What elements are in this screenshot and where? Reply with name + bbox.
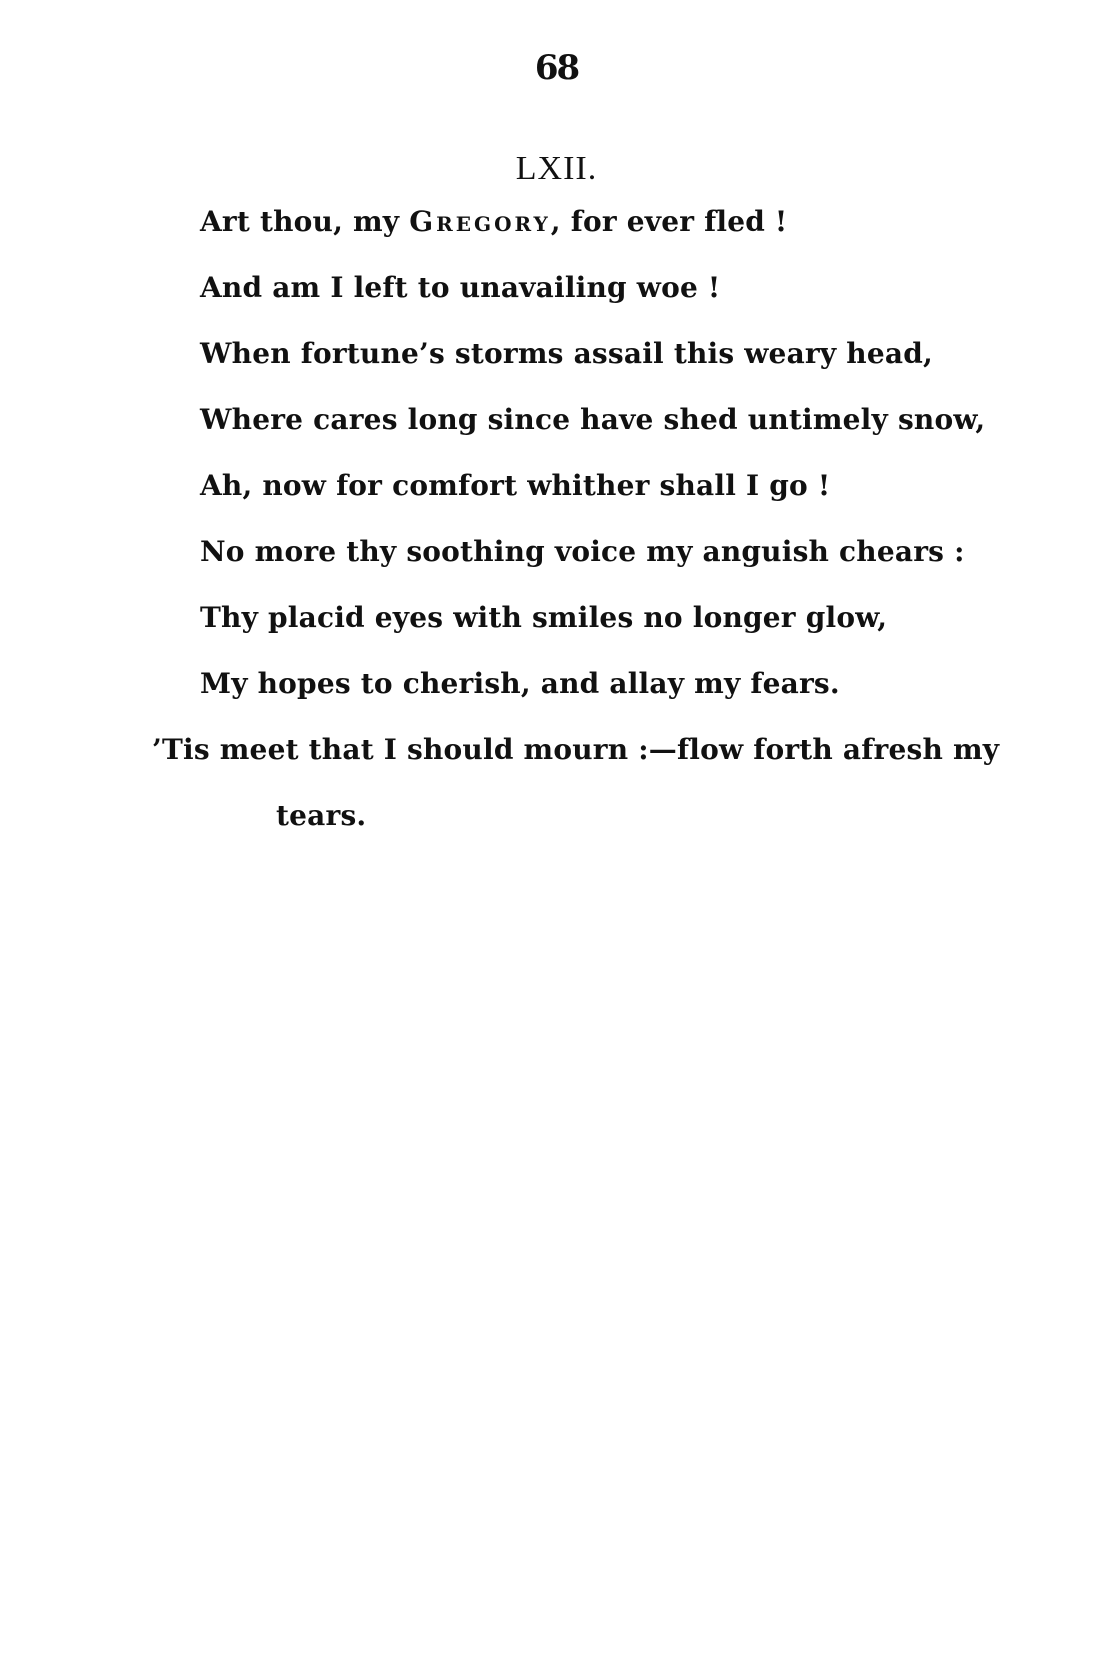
poem-line-8: My hopes to cherish, and allay my fears. bbox=[200, 667, 840, 700]
page-number: 68 bbox=[534, 48, 579, 88]
poem-line-1 bbox=[200, 202, 787, 242]
poem-line-9: ’Tis meet that I should mourn :—flow forth afresh my bbox=[152, 733, 1000, 766]
poem-line-1-end: , for ever fled ! bbox=[550, 205, 788, 238]
poem-line-4: Where cares long since have shed untimely snow, bbox=[200, 403, 986, 436]
poem-line-9-continuation: tears. bbox=[276, 799, 367, 832]
poem-line-3: When fortune’s storms assail this weary head, bbox=[200, 337, 933, 370]
poem-line-1-start: Art thou, my bbox=[200, 205, 410, 238]
poem-line-6: No more thy soothing voice my anguish chears : bbox=[200, 535, 965, 568]
poem-line-1-name: Gregory bbox=[409, 205, 551, 238]
poem-line-2: And am I left to unavailing woe ! bbox=[200, 271, 721, 304]
poem-line-7: Thy placid eyes with smiles no longer glow, bbox=[200, 601, 888, 634]
stanza-number: LXII. bbox=[515, 150, 598, 187]
poem-line-5: Ah, now for comfort whither shall I go ! bbox=[200, 469, 831, 502]
